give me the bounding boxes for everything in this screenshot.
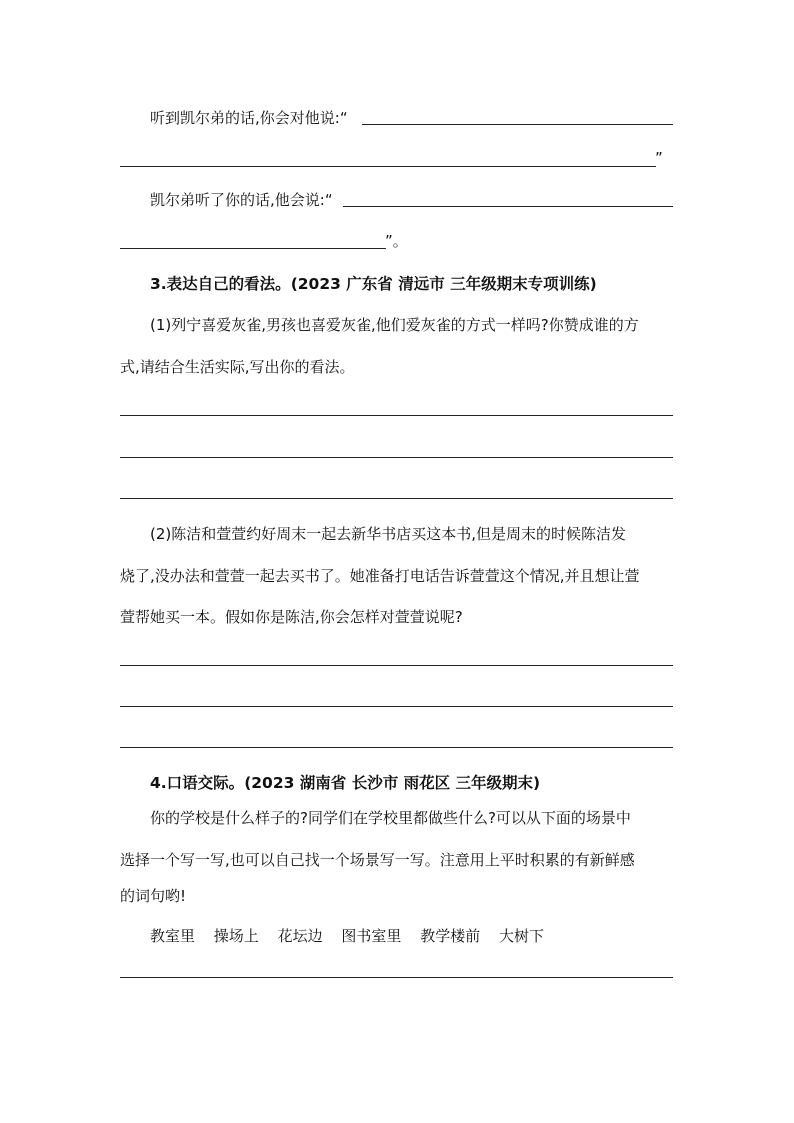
question-4-text: 选择一个写一写,也可以自己找一个场景写一写。注意用上平时积累的有新鲜感 <box>120 851 635 869</box>
scene-option: 操场上 <box>213 927 259 945</box>
question-3-2-text: 萱帮她买一本。假如你是陈洁,你会怎样对萱萱说呢? <box>120 608 463 626</box>
question-3-1-text: 式,请结合生活实际,写出你的看法。 <box>120 358 355 376</box>
question-3-2-text: (2)陈洁和萱萱约好周末一起去新华书店买这本书,但是周末的时候陈洁发 <box>150 525 627 543</box>
answer-line[interactable] <box>120 248 386 249</box>
question-3-1-text: (1)列宁喜爱灰雀,男孩也喜爱灰雀,他们爱灰雀的方式一样吗?你赞成谁的方 <box>150 316 639 334</box>
answer-line[interactable] <box>120 457 673 458</box>
dialogue-prompt-2: 凯尔弟听了你的话,他会说:“ <box>150 191 333 209</box>
answer-line[interactable] <box>362 124 673 125</box>
question-title: 3.表达自己的看法。 <box>150 275 291 293</box>
answer-line[interactable] <box>120 415 673 416</box>
answer-line[interactable] <box>343 206 673 207</box>
answer-line[interactable] <box>120 747 673 748</box>
question-source: (2023 湖南省 长沙市 雨花区 三年级期末) <box>244 774 541 792</box>
closing-quote: ”。 <box>385 232 408 250</box>
answer-line[interactable] <box>120 665 673 666</box>
question-title: 4.口语交际。 <box>150 774 245 792</box>
answer-line[interactable] <box>120 166 656 167</box>
closing-quote: ” <box>655 149 663 167</box>
question-4-text: 你的学校是什么样子的?同学们在学校里都做些什么?可以从下面的场景中 <box>150 809 631 827</box>
question-4-heading <box>150 773 540 793</box>
answer-line[interactable] <box>120 706 673 707</box>
scene-option: 图书室里 <box>341 927 402 945</box>
question-source: (2023 广东省 清远市 三年级期末专项训练) <box>290 275 597 293</box>
scene-option: 教室里 <box>150 927 196 945</box>
question-4-text: 的词句哟! <box>120 887 187 905</box>
scene-option: 大树下 <box>498 927 544 945</box>
scene-option: 花坛边 <box>277 927 323 945</box>
dialogue-prompt-1: 听到凯尔弟的话,你会对他说:“ <box>150 109 348 127</box>
scene-options <box>150 926 558 946</box>
scene-option: 教学楼前 <box>420 927 481 945</box>
question-3-heading <box>150 274 597 294</box>
question-3-2-text: 烧了,没办法和萱萱一起去买书了。她准备打电话告诉萱萱这个情况,并且想让萱 <box>120 567 640 585</box>
answer-line[interactable] <box>120 498 673 499</box>
answer-line[interactable] <box>120 977 673 978</box>
